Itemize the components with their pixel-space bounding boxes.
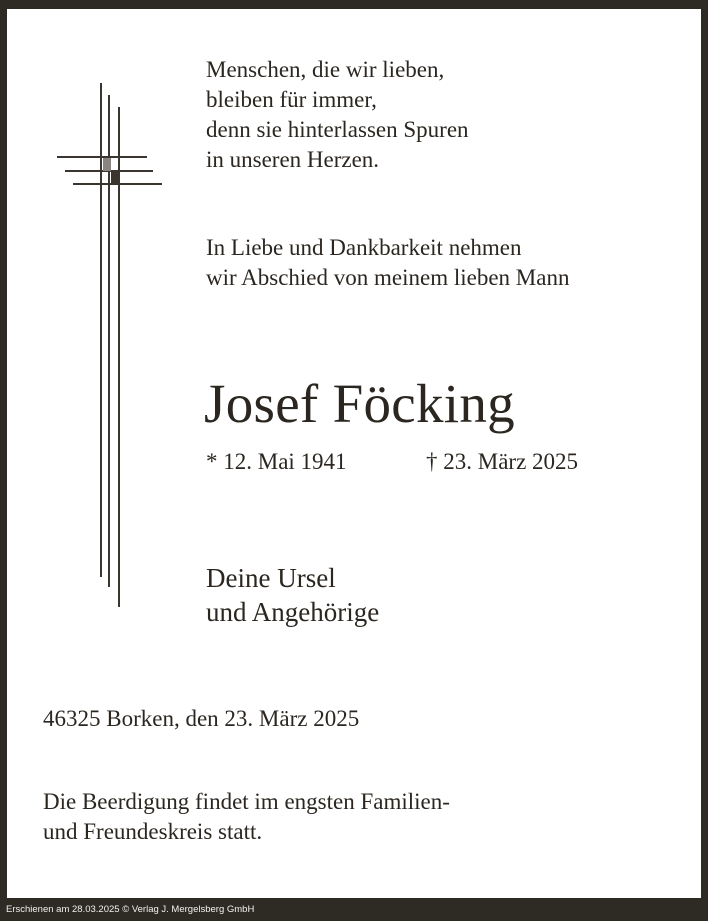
death-date: † 23. März 2025 <box>426 449 579 474</box>
obituary-card <box>7 9 701 898</box>
intro-line: wir Abschied von meinem lieben Mann <box>206 265 570 290</box>
verse-line: Menschen, die wir lieben, <box>206 57 445 82</box>
signature <box>206 561 379 629</box>
birth-date: * 12. Mai 1941 <box>206 449 347 474</box>
deceased-name: Josef Föcking <box>204 373 515 434</box>
verse-line: denn sie hinterlassen Spuren <box>206 117 469 142</box>
verse-line: bleiben für immer, <box>206 87 377 112</box>
funeral-line: und Freundeskreis statt. <box>43 819 263 844</box>
place-and-date: 46325 Borken, den 23. März 2025 <box>43 706 360 731</box>
verse <box>206 55 469 175</box>
signature-line: Deine Ursel <box>206 563 336 593</box>
funeral-line: Die Beerdigung findet im engsten Familien- <box>43 789 450 814</box>
publication-footer: Erschienen am 28.03.2025 © Verlag J. Mergelsberg GmbH <box>6 904 255 915</box>
verse-line: in unseren Herzen. <box>206 147 380 172</box>
cross-icon <box>7 9 187 629</box>
funeral-note <box>43 787 450 847</box>
signature-line: und Angehörige <box>206 597 380 627</box>
farewell-intro <box>206 233 569 293</box>
intro-line: In Liebe und Dankbarkeit nehmen <box>206 235 522 260</box>
